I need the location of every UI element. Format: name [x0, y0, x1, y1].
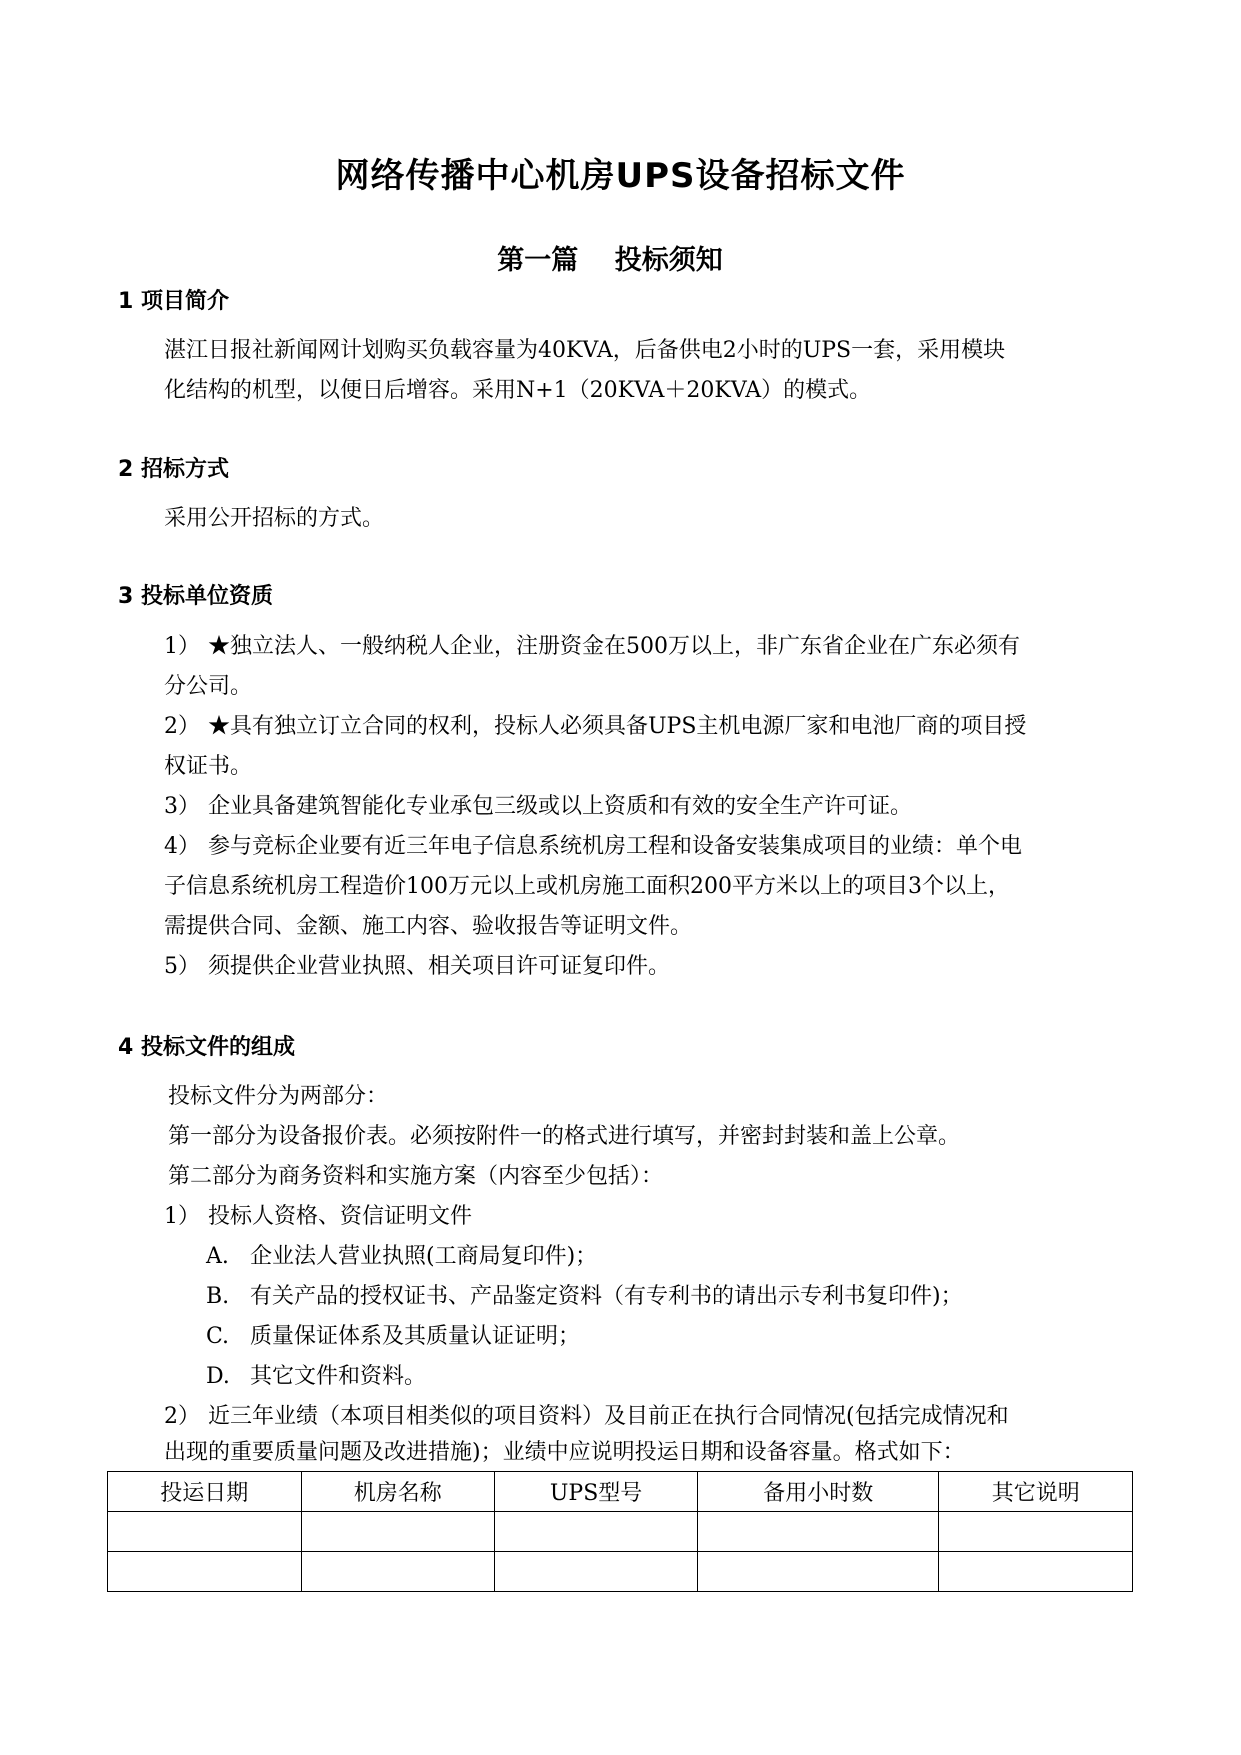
list-item-text: ★独立法人、一般纳税人企业，注册资金在500万以上，非广东省企业在广东必须有 — [208, 634, 1020, 659]
paragraph-line: 化结构的机型，以便日后增容。采用N+1（20KVA＋20KVA）的模式。 — [164, 378, 872, 403]
list-item — [164, 787, 912, 827]
sub-list-item-text: 有关产品的授权证书、产品鉴定资料（有专利书的请出示专利书复印件)； — [250, 1284, 963, 1309]
table-row — [108, 1552, 1133, 1592]
sub-list-item-letter: A. — [206, 1244, 229, 1269]
table-cell — [698, 1552, 939, 1592]
sub-list-item-letter: B. — [206, 1284, 230, 1309]
table-header-row — [108, 1472, 1133, 1512]
list-item — [164, 707, 1026, 747]
sub-list-item-letter: C. — [206, 1324, 230, 1349]
sub-list-item-text: 企业法人营业执照(工商局复印件)； — [250, 1244, 598, 1269]
list-item-continuation: 权证书。 — [164, 754, 253, 779]
list-item — [164, 1397, 1009, 1437]
sub-list-item-text: 其它文件和资料。 — [250, 1364, 427, 1389]
table-cell — [495, 1512, 698, 1552]
list-item-number: 4） — [164, 834, 200, 859]
table-header-cell: 投运日期 — [108, 1472, 302, 1512]
list-item-continuation: 分公司。 — [164, 674, 253, 699]
table-header-cell: 其它说明 — [939, 1472, 1133, 1512]
section-heading-1: 1 项目简介 — [118, 289, 229, 314]
table-header-cell: 机房名称 — [301, 1472, 495, 1512]
table-header-cell: 备用小时数 — [698, 1472, 939, 1512]
document-title: 网络传播中心机房UPS设备招标文件 — [335, 156, 906, 196]
sub-list-item — [206, 1277, 963, 1317]
sub-list-item-letter: D. — [206, 1364, 230, 1389]
list-item — [164, 827, 1022, 867]
section-heading-4: 4 投标文件的组成 — [118, 1035, 295, 1060]
table-cell — [301, 1552, 495, 1592]
list-item-text: 参与竞标企业要有近三年电子信息系统机房工程和设备安装集成项目的业绩：单个电 — [208, 834, 1023, 859]
list-item-text: 企业具备建筑智能化专业承包三级或以上资质和有效的安全生产许可证。 — [208, 794, 913, 819]
list-item-number: 1） — [164, 1204, 200, 1229]
table-cell — [301, 1512, 495, 1552]
paragraph-line: 采用公开招标的方式。 — [164, 506, 385, 531]
table-cell — [939, 1512, 1133, 1552]
part-title: 第一篇 投标须知 — [497, 245, 723, 276]
table-row — [108, 1512, 1133, 1552]
list-item — [164, 947, 670, 987]
list-item-number: 2） — [164, 1404, 200, 1429]
list-item — [164, 1197, 472, 1237]
list-item — [164, 627, 1020, 667]
paragraph-line: 第一部分为设备报价表。必须按附件一的格式进行填写，并密封封装和盖上公章。 — [168, 1124, 961, 1149]
table-header-cell: UPS型号 — [495, 1472, 698, 1512]
sub-list-item-text: 质量保证体系及其质量认证证明； — [250, 1324, 581, 1349]
table-cell — [939, 1552, 1133, 1592]
paragraph-line: 湛江日报社新闻网计划购买负载容量为40KVA，后备供电2小时的UPS一套，采用模块 — [164, 338, 1006, 363]
list-item-continuation: 子信息系统机房工程造价100万元以上或机房施工面积200平方米以上的项目3个以上， — [164, 874, 1010, 899]
sub-list-item — [206, 1357, 426, 1397]
list-item-continuation: 需提供合同、金额、施工内容、验收报告等证明文件。 — [164, 914, 693, 939]
sub-list-item — [206, 1317, 580, 1357]
list-item-number: 5） — [164, 954, 200, 979]
table-cell — [108, 1512, 302, 1552]
list-item-continuation: 出现的重要质量问题及改进措施)；业绩中应说明投运日期和设备容量。格式如下： — [164, 1440, 965, 1465]
paragraph-line: 投标文件分为两部分： — [168, 1084, 389, 1109]
list-item-text: 投标人资格、资信证明文件 — [208, 1204, 473, 1229]
list-item-text: 近三年业绩（本项目相类似的项目资料）及目前正在执行合同情况(包括完成情况和 — [208, 1404, 1009, 1429]
table-cell — [108, 1552, 302, 1592]
list-item-text: ★具有独立订立合同的权利，投标人必须具备UPS主机电源厂家和电池厂商的项目授 — [208, 714, 1027, 739]
list-item-number: 1） — [164, 634, 200, 659]
list-item-text: 须提供企业营业执照、相关项目许可证复印件。 — [208, 954, 671, 979]
table-cell — [698, 1512, 939, 1552]
list-item-number: 3） — [164, 794, 200, 819]
list-item-number: 2） — [164, 714, 200, 739]
performance-table — [107, 1471, 1133, 1592]
section-heading-2: 2 招标方式 — [118, 457, 229, 482]
table-cell — [495, 1552, 698, 1592]
paragraph-line: 第二部分为商务资料和实施方案（内容至少包括）： — [168, 1164, 664, 1189]
sub-list-item — [206, 1237, 597, 1277]
section-heading-3: 3 投标单位资质 — [118, 584, 273, 609]
